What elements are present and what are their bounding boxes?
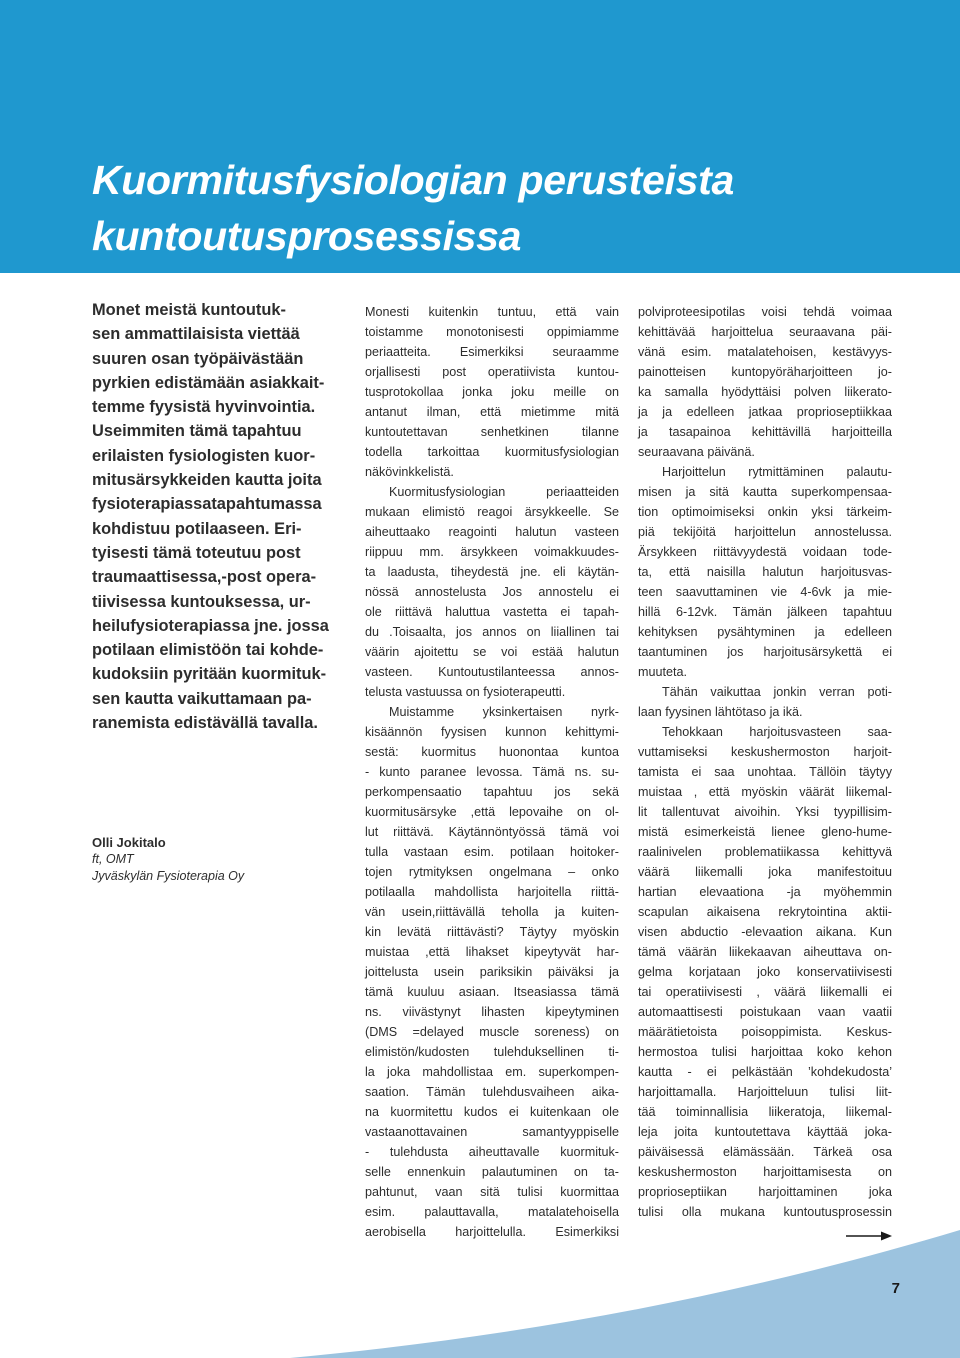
body-line: kehityksen pysähtyminen ja edelleen [638,625,892,639]
body-line: tämä kuuluu asiaan. Itseasiassa tämä [365,985,619,999]
body-line: Kuormitusfysiologian periaatteiden [389,485,619,499]
body-line: kautta - ei pelkästään ’kohdekudosta’ [638,1065,892,1079]
body-line: orjallisesti post operatiivista kuntou- [365,365,619,379]
body-line: periaatteita. Esimerkiksi seuraamme [365,345,619,359]
body-line: du .Toisaalta, jos annos on liiallinen tai [365,625,619,639]
body-line: perkompensaatio tapahtuu jos sekä [365,785,619,799]
body-column-2 [365,302,619,1242]
body-line: Muistamme yksinkertaisen nyrk- [389,705,619,719]
body-line: tulla vastaan esim. potilaan hoitoker- [365,845,619,859]
body-line: selle ennenkuin palautuminen on ta- [365,1165,619,1179]
body-line: visen abductio -elevaation aikana. Kun [638,925,892,939]
page-number: 7 [891,1280,900,1297]
body-line: vastaanottavainen samantyyppiselle [365,1125,619,1139]
body-line: scapulan aikaisena rekrytointina aktii- [638,905,892,919]
body-line: kisäännön fyysisen kunnon kehittymi- [365,725,619,739]
body-line: määrätietoista poisoppimista. Keskus- [638,1025,892,1039]
author-block [92,834,344,885]
body-line: Ärsykkeen riittävyydestä voidaan tode- [638,545,892,559]
body-line: kuormitusärsyke ,että lepovaihe on ol- [365,805,619,819]
body-line: tamista ei saa unohtaa. Tällöin täytyy [638,765,892,779]
title-line: Kuormitusfysiologian perusteista [92,157,734,203]
lead-line: Useimmiten tämä tapahtuu [92,422,302,441]
body-line: tulisi olla mukana kuntoutusprosessin [638,1205,892,1219]
body-line: hermostoa tulisi harjoittaa koko kehon [638,1045,892,1059]
body-line: Tähän vaikuttaa jonkin verran poti- [662,685,892,699]
body-line: väärin ajoitettu se voi estää halutun [365,645,619,659]
body-line: joittelusta usein pariksikin päiväksi ja [365,965,619,979]
body-line: muistaa , että myöskin väärät liikemal- [638,785,892,799]
lead-line: tyisesti tämä toteutuu post [92,543,301,562]
body-line: lut riittävä. Käytännöntyössä tämä voi [365,825,619,839]
body-line: aiheuttaako reagointi halutun vasteen [365,525,619,539]
lead-line: traumaattisessa,-post opera- [92,568,317,587]
body-line: hartian elevaationa -ja myöhemmin [638,885,892,899]
body-line: ja tasapainoa kehittävillä harjoitteilla [638,425,892,439]
lead-line: pyrkien edistämään asiakkait- [92,373,325,392]
body-line: ns. viivästynyt lihasten kipeytyminen [365,1005,619,1019]
body-line: potilaalla mahdollista harjoitella riittä- [365,885,619,899]
body-line: la joka mahdollistaa em. superkompen- [365,1065,619,1079]
body-line: elimistön/kudosten tulehduksellinen ti- [365,1045,619,1059]
body-line: - kunto paranee levossa. Tämä ns. su- [365,765,619,779]
body-line: pahtunut, vaan sitä tulisi kuormittaa [365,1185,619,1199]
body-line: misen ja sitä kautta superkompensaa- [638,485,892,499]
lead-line: heilufysioterapiassa jne. jossa [92,616,329,635]
lead-line: potilaan elimistöön tai kohde- [92,641,324,660]
author-company: Jyväskylän Fysioterapia Oy [92,869,245,883]
body-line: tion optimoimiseksi onkin yksi tärkeim- [638,505,892,519]
body-line: - tulehdusta aiheuttavalle kuormituk- [365,1145,619,1159]
body-line: automaattisesti poistukaan vaan vaatii [638,1005,892,1019]
body-line: kuntoutettavan senhetkinen tilanne [365,425,619,439]
body-line: ja ja edelleen jatkaa proprioseptiikkaa [638,405,892,419]
body-line: muuteta. [638,665,688,679]
title-line: kuntoutusprosessissa [92,213,522,259]
body-line: väärä liikemalli joka manifestoituu [638,865,892,879]
body-line: tää toiminnallisia liikeratoja, liikemal- [638,1105,892,1119]
body-line: painotteisen kuntopyöräharjoitteen jo- [638,365,892,379]
corner-decoration [0,1230,960,1358]
body-line: keskushermoston harjoittamisesta on [638,1165,892,1179]
lead-line: temme fyysistä hyvinvointia. [92,398,316,417]
body-line: ta, että naisilla halutun harjoitusvas- [638,565,892,579]
body-line: mukaan elimistö reagoi ärsykkeelle. Se [365,505,619,519]
body-line: proprioseptiikan harjoittaminen joka [638,1185,892,1199]
body-column-3 [638,302,892,1222]
body-line: mistä esimerkeistä lienee gleno-hume- [638,825,892,839]
lead-line: fysioterapiassatapahtumassa [92,495,322,514]
author-title: ft, OMT [92,852,134,866]
body-line: seuraavana päivänä. [638,445,755,459]
body-line: (DMS =delayed muscle soreness) on [365,1025,619,1039]
body-line: kehittävää harjoittelua seuraavana päi- [638,325,892,339]
body-line: päiväisessä elämässään. Tärkeä osa [638,1145,892,1159]
body-line: gelma korjataan joko konservatiivisesti [638,965,892,979]
lead-line: kudoksiin pyritään kuormituk- [92,665,327,684]
body-line: lit tallentuvat aivoihin. Yksi tyypillisim- [638,805,892,819]
body-line: tojen rytmityksen ongelmana – onko [365,865,619,879]
body-line: tämä väärän liikekaavan aiheuttava on- [638,945,892,959]
body-line: piä tekijöitä harjoittelun annostelussa. [638,525,892,539]
body-line: vänä esim. matalatehoisen, kestävyys- [638,345,892,359]
body-line: taantuminen jos harjoitusärsykettä ei [638,645,892,659]
body-line: harjoittamalla. Harjoitteluun tulisi liit- [638,1085,892,1099]
body-line: muistaa ,että lihakset kipeytyvät har- [365,945,619,959]
lead-line: ranemista edistävällä tavalla. [92,714,318,733]
body-line: saation. Tämän tulehdusvaiheen aika- [365,1085,619,1099]
lead-paragraph [92,298,344,735]
body-line: todella tarkoittaa kuormitusfysiologian [365,445,619,459]
lead-line: kohdistuu potilaaseen. Eri- [92,519,302,538]
body-line: vuttamiseksi keskushermoston harjoit- [638,745,892,759]
body-line: Harjoittelun rytmittäminen palautu- [662,465,892,479]
body-line: nössä annostelusta Jos annostelu ei [365,585,619,599]
body-line: na kuormitettu kudos ei kuitenkaan ole [365,1105,619,1119]
body-line: antanut ilman, että mietimme mitä [365,405,619,419]
lead-line: Monet meistä kuntoutuk- [92,301,286,319]
article-title [92,152,932,264]
body-line: ta laadusta, tiheydestä jne. eli käytän- [365,565,619,579]
lead-line: tiivisessa kuntouksessa, ur- [92,592,311,611]
body-line: laan fyysinen lähtötaso ja ikä. [638,705,803,719]
body-line: ole riittävä haluttua vastetta ei tapah- [365,605,619,619]
lead-line: erilaisten fysiologisten kuor- [92,446,316,465]
body-line: sestä: kuormitus huonontaa kuntoa [365,745,619,759]
body-line: kin levätä riittävästi? Täytyy myöskin [365,925,619,939]
body-line: polviproteesipotilas voisi tehdä voimaa [638,305,892,319]
body-line: ka samalla hyödyttäisi polven liikerato- [638,385,892,399]
lead-line: mitusärsykkeiden kautta joita [92,471,322,490]
body-line: leja joita kuntoutettava käyttää joka- [638,1125,892,1139]
body-line: Monesti kuitenkin tuntuu, että vain [365,305,619,319]
body-line: riippuu mm. ärsykkeen voimakkuudes- [365,545,619,559]
body-line: Tehokkaan harjoitusvasteen saa- [662,725,892,739]
lead-line: sen ammattilaisista viettää [92,325,300,344]
body-line: vän usein,riittävällä teholla ja kuiten- [365,905,619,919]
body-line: tusprotokollaa jonka joku meille on [365,385,619,399]
body-line: näkövinkkelistä. [365,465,454,479]
lead-line: suuren osan työpäivästään [92,349,304,368]
body-line: vasteen. Kuntoutustilanteessa annos- [365,665,619,679]
body-line: aerobisella harjoittelulla. Esimerkiksi [365,1225,619,1239]
body-line: teen saavuttaminen vie 4-6vk ja mie- [638,585,892,599]
body-line: telusta vastuussa on fysioterapeutti. [365,685,566,699]
author-name: Olli Jokitalo [92,835,166,850]
lead-line: sen kautta vaikuttamaan pa- [92,689,312,708]
body-line: esim. palauttavalla, matalatehoisella [365,1205,619,1219]
body-line: raalinivelen problematiikassa kehittyvä [638,845,892,859]
body-line: hillä 6-12vk. Tämän jälkeen tapahtuu [638,605,892,619]
body-line: tai operatiivisesti , väärä liikemalli ei [638,985,892,999]
body-line: toistamme monotonisesti oppimiamme [365,325,619,339]
